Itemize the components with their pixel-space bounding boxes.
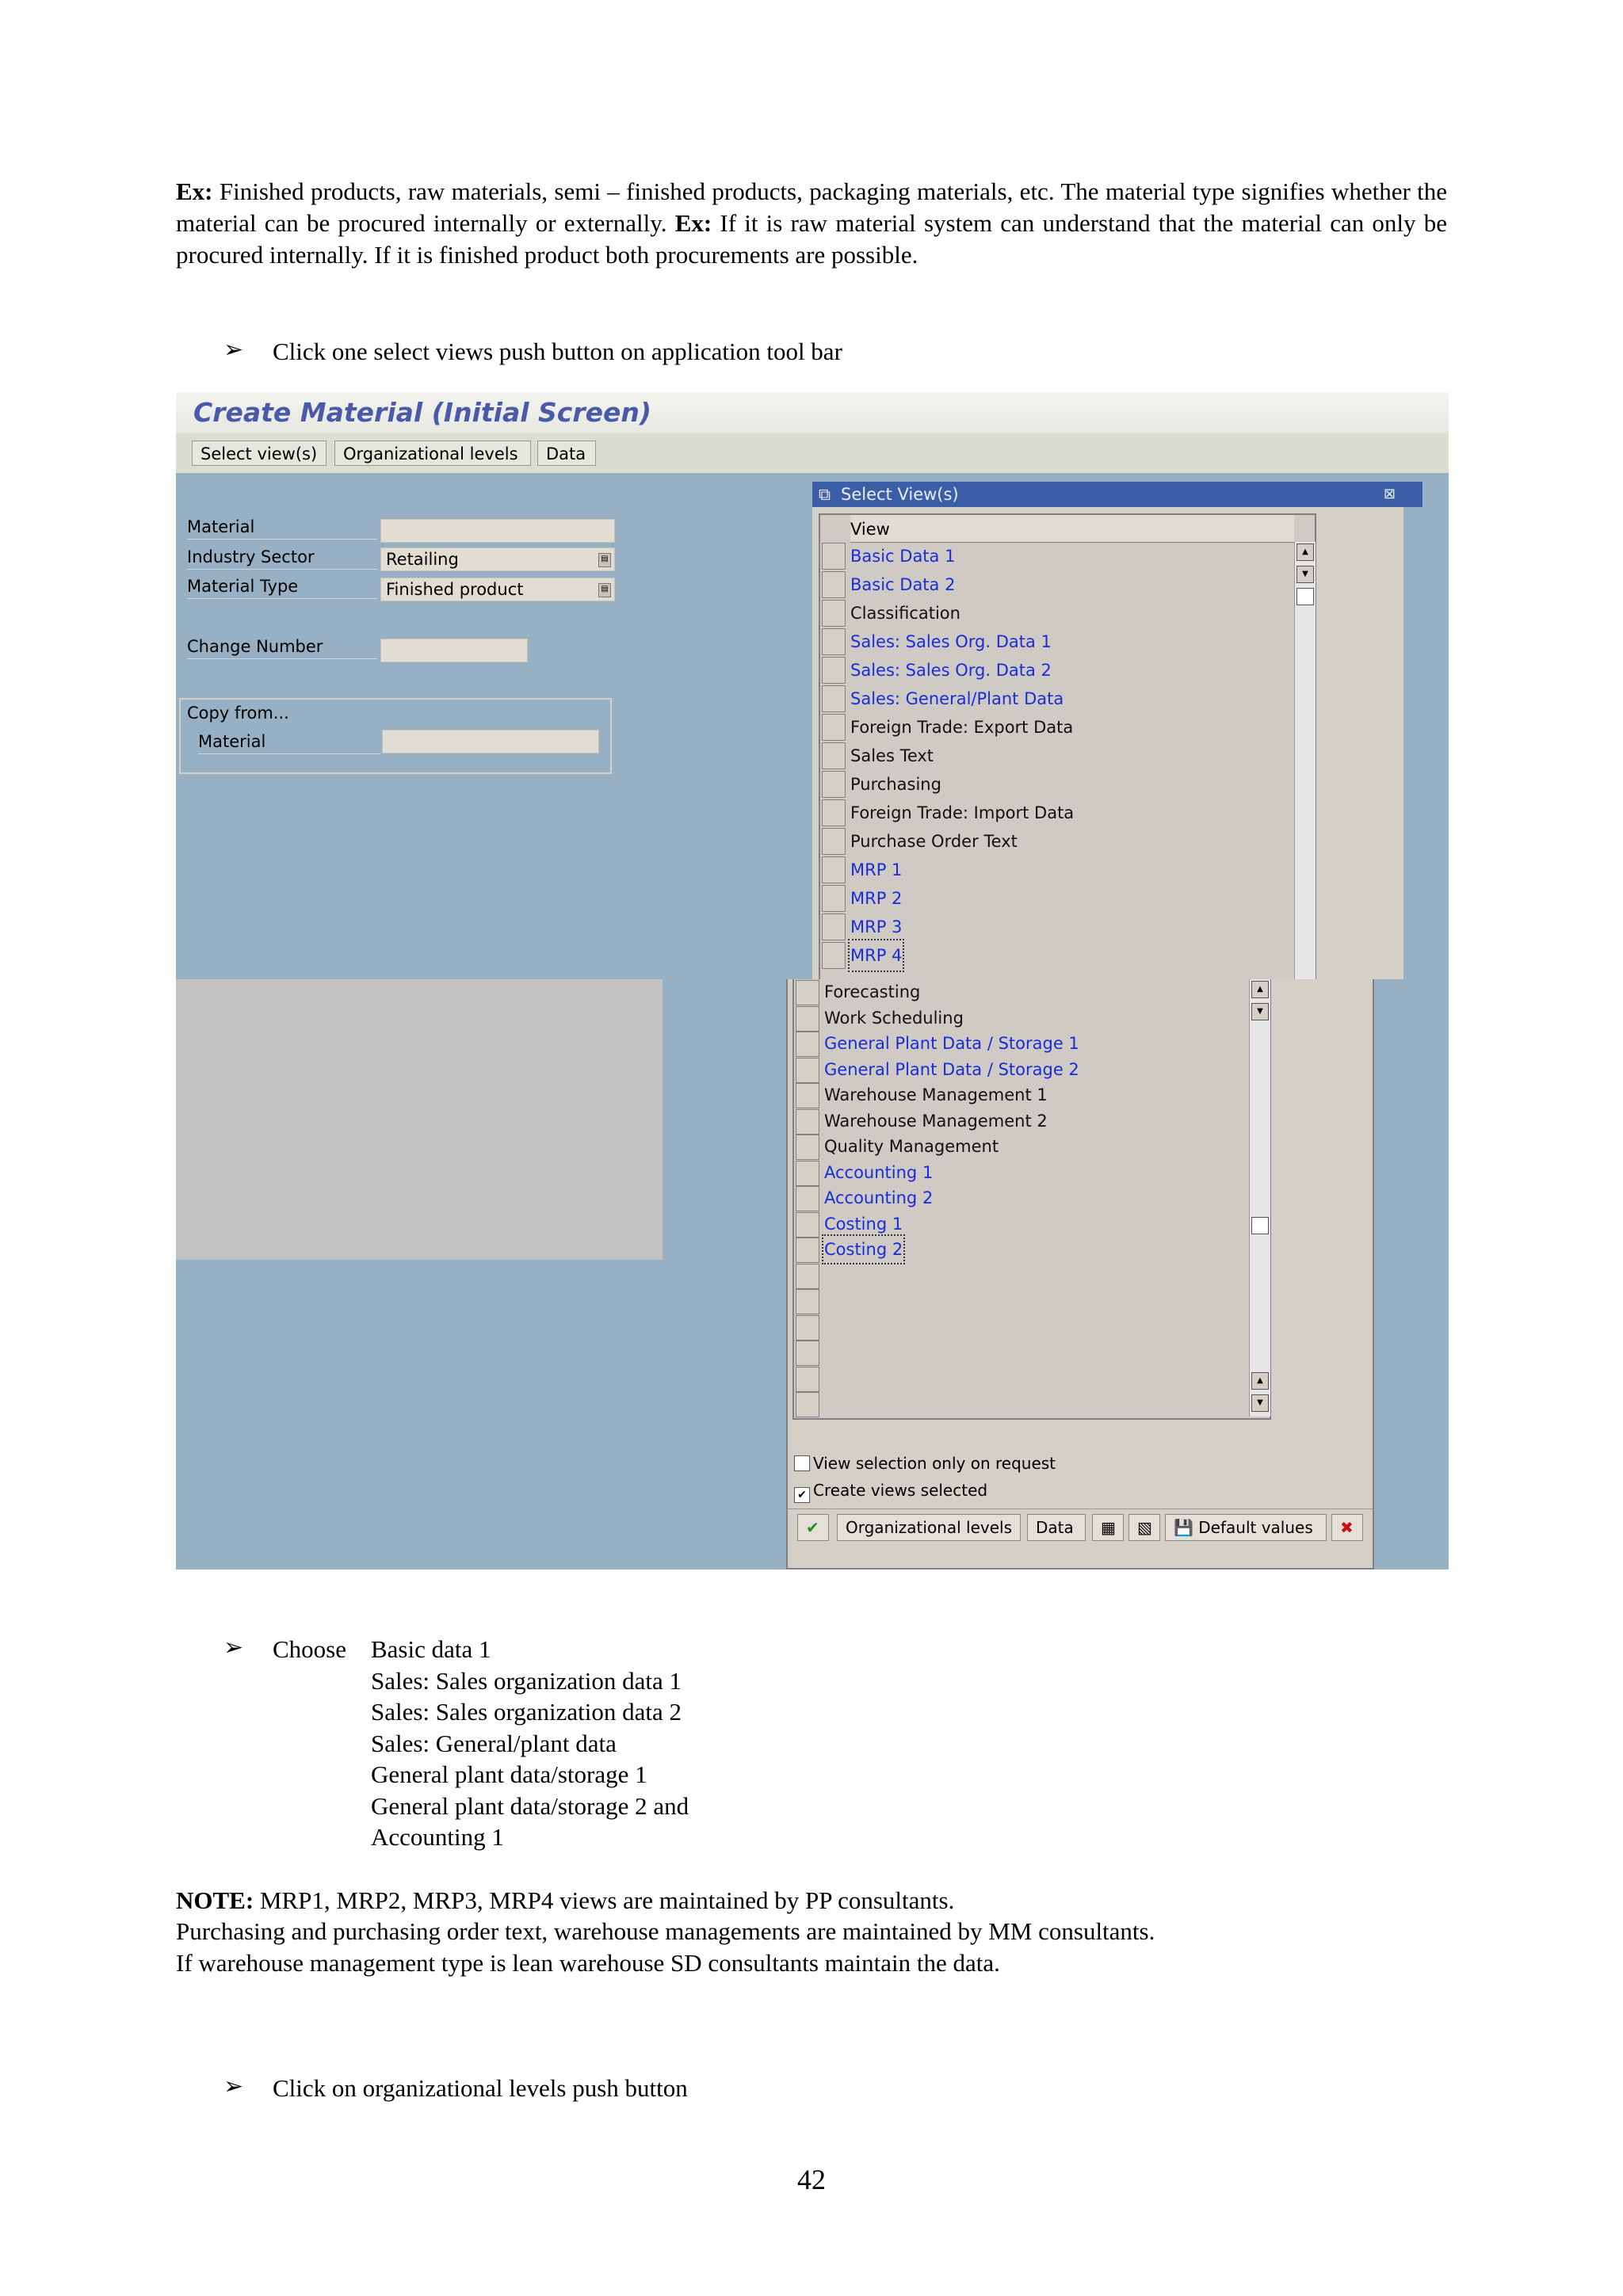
scroll-down-icon[interactable]: ▼ <box>1251 1394 1269 1412</box>
select-views-dialog-upper <box>812 507 1403 979</box>
screen-title: Create Material (Initial Screen) <box>176 392 1449 433</box>
footer-org-levels-button[interactable]: Organizational levels <box>837 1514 1021 1541</box>
scroll-thumb[interactable] <box>1296 588 1314 605</box>
bullet-arrow-icon: ➢ <box>223 2073 244 2100</box>
note-line-1 <box>176 1885 954 1917</box>
view-checkbox[interactable] <box>822 600 846 627</box>
view-list-item[interactable]: Forecasting <box>824 982 921 1001</box>
view-checkbox[interactable] <box>796 1367 819 1392</box>
view-checkbox[interactable] <box>796 1006 819 1032</box>
view-checkbox[interactable] <box>822 543 846 570</box>
window-icon: ⧉ <box>819 485 831 504</box>
choose-item: General plant data/storage 2 and <box>371 1791 689 1820</box>
view-list-item[interactable]: Sales: Sales Org. Data 2 <box>850 661 1052 680</box>
data-button[interactable]: Data <box>537 441 596 466</box>
option-on-request-label: View selection only on request <box>813 1454 1056 1473</box>
ex-label: Ex: <box>176 177 213 205</box>
note-label: NOTE: <box>176 1886 254 1914</box>
copy-material-input[interactable] <box>382 730 599 753</box>
view-checkbox[interactable] <box>796 1392 819 1417</box>
confirm-check-icon[interactable]: ✔ <box>797 1514 829 1541</box>
view-checkbox[interactable] <box>822 799 846 826</box>
view-list-item[interactable]: Basic Data 2 <box>850 575 956 594</box>
material-label: Material <box>187 515 377 540</box>
industry-sector-value: Retailing <box>386 550 459 569</box>
deselect-all-icon[interactable]: ▧ <box>1128 1514 1160 1541</box>
view-list-item[interactable]: MRP 2 <box>850 889 903 908</box>
default-values-label: Default values <box>1198 1518 1313 1537</box>
view-list-item[interactable]: Accounting 2 <box>824 1188 934 1207</box>
note-line-3: If warehouse management type is lean warehouse SD consultants maintain the data. <box>176 1949 1000 1977</box>
intro-text-2: If it is raw material system can understand that the material can only be procured internally. If it is finished product both procurements are possible. <box>176 209 1447 269</box>
choose-item: General plant data/storage 1 <box>371 1760 647 1788</box>
intro-paragraph <box>176 176 1447 271</box>
choose-item: Sales: General/plant data <box>371 1729 617 1757</box>
choose-item: Sales: Sales organization data 1 <box>371 1666 682 1695</box>
material-type-label: Material Type <box>187 574 377 599</box>
scrollbar-lower[interactable] <box>1249 979 1270 1417</box>
organizational-levels-button[interactable]: Organizational levels <box>334 441 531 466</box>
industry-sector-label: Industry Sector <box>187 545 377 570</box>
view-checkbox[interactable] <box>822 657 846 684</box>
view-checkbox[interactable] <box>822 942 846 969</box>
copy-from-group <box>179 698 612 774</box>
view-list-item[interactable]: Sales: Sales Org. Data 1 <box>850 632 1052 651</box>
view-list-item[interactable]: Foreign Trade: Import Data <box>850 803 1075 822</box>
view-checkbox[interactable] <box>822 628 846 655</box>
choose-label: Choose <box>273 1635 346 1663</box>
view-checkbox[interactable] <box>796 1161 819 1186</box>
scroll-up-icon[interactable]: ▲ <box>1296 543 1314 561</box>
view-checkbox[interactable] <box>796 1289 819 1314</box>
view-list-item[interactable]: MRP 3 <box>850 917 903 936</box>
change-number-input[interactable] <box>380 639 528 662</box>
page-number: 42 <box>797 2164 826 2195</box>
checkbox-create-selected[interactable]: ✔ <box>794 1487 810 1503</box>
select-views-dialog-title <box>812 482 1423 507</box>
view-checkbox[interactable] <box>822 685 846 712</box>
view-list-item[interactable]: Sales Text <box>850 746 934 765</box>
option-create-selected[interactable] <box>794 1480 987 1503</box>
copy-from-title: Copy from... <box>187 704 289 723</box>
view-checkbox[interactable] <box>796 1341 819 1366</box>
dialog-title-text: Select View(s) <box>841 485 959 504</box>
view-checkbox[interactable] <box>796 1135 819 1160</box>
views-list-upper <box>819 513 1316 981</box>
view-list-item[interactable]: Warehouse Management 2 <box>824 1111 1048 1131</box>
view-checkbox[interactable] <box>822 856 846 883</box>
view-column-header: View <box>850 515 1294 543</box>
gray-area <box>176 979 663 1260</box>
scroll-up-icon[interactable]: ▲ <box>1251 1372 1269 1390</box>
option-on-request[interactable] <box>794 1453 1056 1474</box>
bullet-select-views: Click one select views push button on application tool bar <box>273 338 842 365</box>
view-checkbox[interactable] <box>796 1186 819 1211</box>
dropdown-icon[interactable]: ▤ <box>598 583 611 597</box>
material-type-select[interactable] <box>380 578 615 601</box>
view-list-item[interactable]: Sales: General/Plant Data <box>850 689 1064 708</box>
note-text-1: MRP1, MRP2, MRP3, MRP4 views are maintained by PP consultants. <box>254 1886 955 1914</box>
bullet-org-levels: Click on organizational levels push button <box>273 2074 688 2102</box>
select-all-icon[interactable]: ▦ <box>1092 1514 1124 1541</box>
view-list-item[interactable]: General Plant Data / Storage 1 <box>824 1034 1079 1053</box>
view-checkbox[interactable] <box>796 1032 819 1057</box>
view-list-item[interactable]: Accounting 1 <box>824 1162 934 1182</box>
view-list-item[interactable]: Purchasing <box>850 775 941 794</box>
view-list-item[interactable]: Costing 1 <box>824 1214 903 1234</box>
option-create-selected-label: Create views selected <box>813 1481 988 1500</box>
view-list-item[interactable]: Costing 2 <box>824 1237 903 1262</box>
material-type-value: Finished product <box>386 580 524 599</box>
view-checkbox[interactable] <box>822 885 846 912</box>
scrollbar-upper[interactable] <box>1294 542 1316 982</box>
view-list-item[interactable]: Basic Data 1 <box>850 547 956 566</box>
scroll-up-icon[interactable]: ▲ <box>1251 981 1269 998</box>
view-list-item[interactable]: MRP 1 <box>850 860 903 879</box>
view-checkbox[interactable] <box>796 1083 819 1108</box>
view-list-item[interactable]: Purchase Order Text <box>850 832 1018 851</box>
view-checkbox[interactable] <box>822 913 846 940</box>
dropdown-icon[interactable]: ▤ <box>598 553 611 567</box>
application-toolbar <box>176 433 1449 475</box>
material-input[interactable] <box>380 519 615 543</box>
bullet-arrow-icon: ➢ <box>223 1634 244 1661</box>
ex-label-2: Ex: <box>674 209 712 237</box>
scroll-thumb[interactable] <box>1251 1217 1269 1234</box>
view-checkbox[interactable] <box>822 828 846 855</box>
cancel-x-icon[interactable]: ✖ <box>1331 1514 1363 1541</box>
view-checkbox[interactable] <box>822 771 846 798</box>
view-checkbox[interactable] <box>796 1238 819 1263</box>
sap-screenshot <box>176 392 1449 1569</box>
view-checkbox[interactable] <box>796 1109 819 1135</box>
view-list-item[interactable]: General Plant Data / Storage 2 <box>824 1059 1079 1079</box>
footer-data-button[interactable]: Data <box>1027 1514 1086 1541</box>
choose-item: Accounting 1 <box>371 1823 504 1851</box>
views-list-lower <box>792 979 1271 1420</box>
change-number-label: Change Number <box>187 635 377 659</box>
view-list-item[interactable]: Foreign Trade: Export Data <box>850 718 1074 737</box>
view-checkbox[interactable] <box>796 1315 819 1341</box>
view-list-item[interactable]: Work Scheduling <box>824 1008 964 1028</box>
choose-item: Basic data 1 <box>371 1635 491 1663</box>
view-list-item[interactable]: Quality Management <box>824 1137 999 1156</box>
view-list-item[interactable]: MRP 4 <box>850 941 902 970</box>
scroll-down-icon[interactable]: ▼ <box>1296 566 1314 583</box>
view-list-item[interactable]: Classification <box>850 604 960 623</box>
view-list-item[interactable]: Warehouse Management 1 <box>824 1085 1048 1104</box>
checkbox-on-request[interactable] <box>794 1455 810 1471</box>
view-checkbox[interactable] <box>822 571 846 598</box>
view-checkbox[interactable] <box>796 1058 819 1083</box>
intro-text-1: Finished products, raw materials, semi – finished products, packaging materials, etc. The material type signifies whether the material can be procured internally or externally. <box>176 177 1447 237</box>
view-checkbox[interactable] <box>796 1264 819 1289</box>
scroll-down-icon[interactable]: ▼ <box>1251 1003 1269 1020</box>
view-checkbox[interactable] <box>822 714 846 741</box>
dialog-footer <box>788 1508 1373 1554</box>
bullet-arrow-icon: ➢ <box>223 337 244 363</box>
industry-sector-select[interactable] <box>380 547 615 571</box>
select-views-dialog-lower <box>786 979 1374 1569</box>
view-checkbox[interactable] <box>796 980 819 1005</box>
choose-item: Sales: Sales organization data 2 <box>371 1698 682 1726</box>
close-icon[interactable]: ⊠ <box>1383 486 1396 502</box>
copy-material-label: Material <box>198 730 380 754</box>
default-values-button[interactable] <box>1165 1514 1327 1541</box>
select-views-button[interactable]: Select view(s) <box>192 441 327 466</box>
view-checkbox[interactable] <box>796 1212 819 1238</box>
save-icon: 💾 <box>1174 1518 1193 1537</box>
note-line-2: Purchasing and purchasing order text, warehouse managements are maintained by MM consultants. <box>176 1917 1155 1945</box>
view-checkbox[interactable] <box>822 742 846 769</box>
